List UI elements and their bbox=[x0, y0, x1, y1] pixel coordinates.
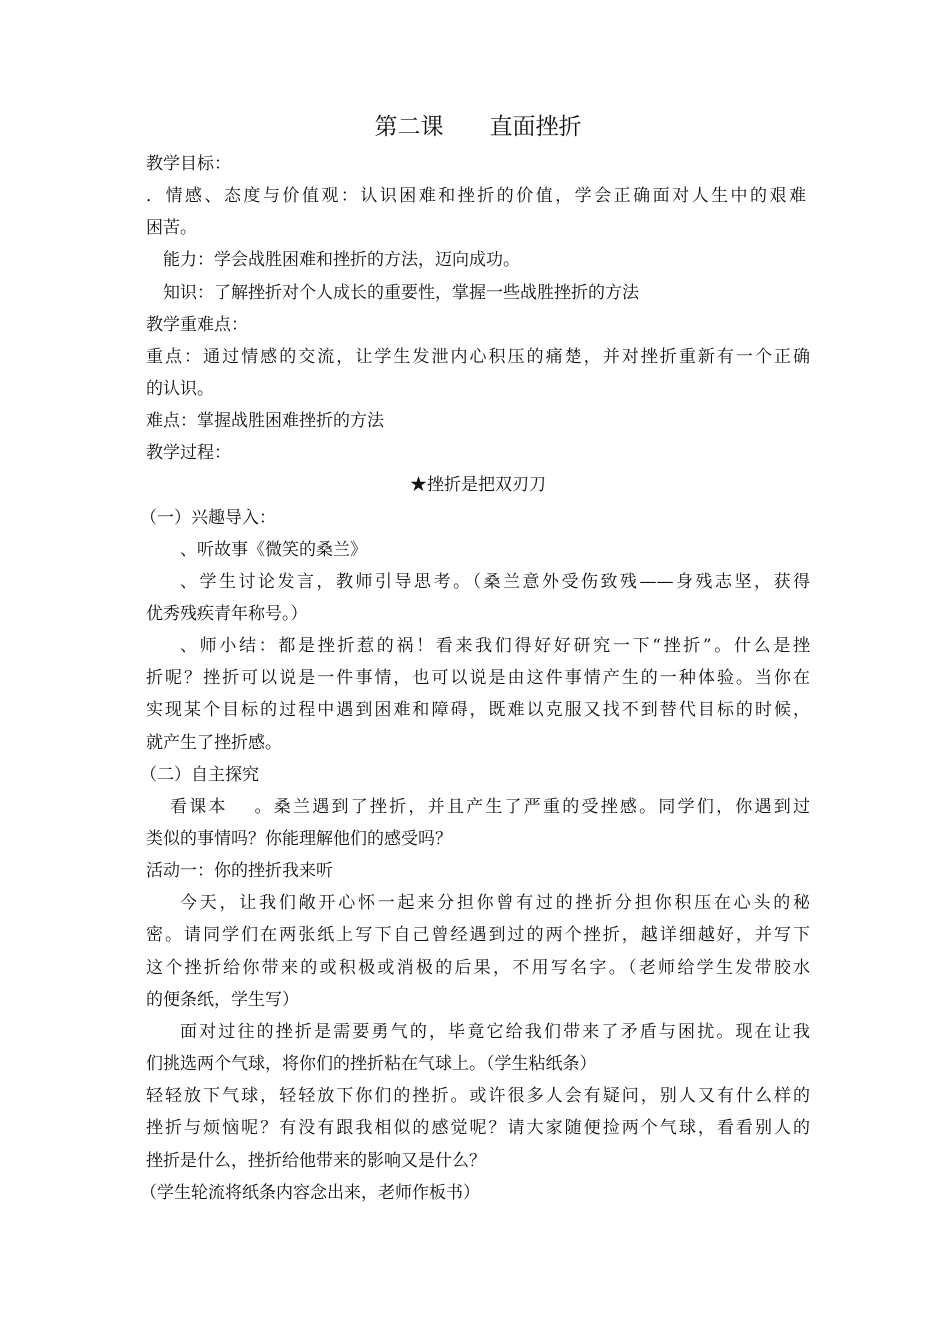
text-line: 轻轻放下气球，轻轻放下你们的挫折。或许很多人会有疑问，别人又有什么样的 bbox=[146, 1086, 810, 1106]
text-line: 活动一：你的挫折我来听 bbox=[146, 861, 333, 881]
text-line: 教学过程： bbox=[146, 443, 231, 463]
section-heading: ★挫折是把双刃刀 bbox=[410, 475, 546, 495]
text-line: 的认识。 bbox=[146, 379, 214, 399]
text-line: 难点：掌握战胜困难挫折的方法 bbox=[146, 411, 384, 431]
text-line: 、学生讨论发言，教师引导思考。（桑兰意外受伤致残——身残志坚，获得 bbox=[180, 572, 810, 592]
text-line: 挫折是什么，挫折给他带来的影响又是什么？ bbox=[146, 1151, 486, 1171]
text-line: 今天，让我们敞开心怀一起来分担你曾有过的挫折分担你积压在心头的秘 bbox=[180, 893, 810, 913]
text-line: 面对过往的挫折是需要勇气的，毕竟它给我们带来了矛盾与困扰。现在让我 bbox=[180, 1022, 810, 1042]
text-line: 们挑选两个气球，将你们的挫折粘在气球上。（学生粘纸条） bbox=[146, 1054, 597, 1074]
text-line: 实现某个目标的过程中遇到困难和障碍，既难以克服又找不到替代目标的时候， bbox=[146, 700, 810, 720]
text-line: 看课本 。桑兰遇到了挫折，并且产生了严重的受挫感。同学们，你遇到过 bbox=[170, 797, 810, 817]
text-line: 的便条纸，学生写） bbox=[146, 990, 299, 1010]
text-line: 密。请同学们在两张纸上写下自己曾经遇到过的两个挫折，越详细越好，并写下 bbox=[146, 925, 810, 945]
text-line: 能力：学会战胜困难和挫折的方法，迈向成功。 bbox=[163, 250, 520, 270]
text-line: （学生轮流将纸条内容念出来，老师作板书） bbox=[140, 1183, 480, 1203]
text-line: （一）兴趣导入： bbox=[140, 508, 276, 528]
text-line: 优秀残疾青年称号。） bbox=[146, 604, 308, 624]
text-line: 、听故事《微笑的桑兰》 bbox=[180, 540, 367, 560]
text-line: 类似的事情吗？你能理解他们的感受吗？ bbox=[146, 829, 452, 849]
lesson-title: 第二课 直面挫折 bbox=[374, 114, 582, 140]
text-line: 教学目标： bbox=[146, 154, 231, 174]
text-line: 、师小结：都是挫折惹的祸！看来我们得好好研究一下“挫折”。什么是挫 bbox=[180, 636, 810, 656]
text-line: 重点：通过情感的交流，让学生发泄内心积压的痛楚，并对挫折重新有一个正确 bbox=[146, 347, 810, 367]
text-line: 这个挫折给你带来的或积极或消极的后果，不用写名字。（老师给学生发带胶水 bbox=[146, 958, 810, 978]
text-line: 折呢？挫折可以说是一件事情，也可以说是由这件事情产生的一种体验。当你在 bbox=[146, 668, 810, 688]
text-line: ．情感、态度与价值观：认识困难和挫折的价值，学会正确面对人生中的艰难 bbox=[146, 186, 806, 206]
text-line: 就产生了挫折感。 bbox=[146, 733, 282, 753]
text-line: （二）自主探究 bbox=[140, 765, 259, 785]
text-line: 困苦。 bbox=[146, 218, 197, 238]
text-line: 挫折与烦恼呢？有没有跟我相似的感觉呢？请大家随便捡两个气球，看看别人的 bbox=[146, 1118, 810, 1138]
text-line: 教学重难点： bbox=[146, 315, 248, 335]
text-line: 知识：了解挫折对个人成长的重要性，掌握一些战胜挫折的方法 bbox=[163, 283, 639, 303]
